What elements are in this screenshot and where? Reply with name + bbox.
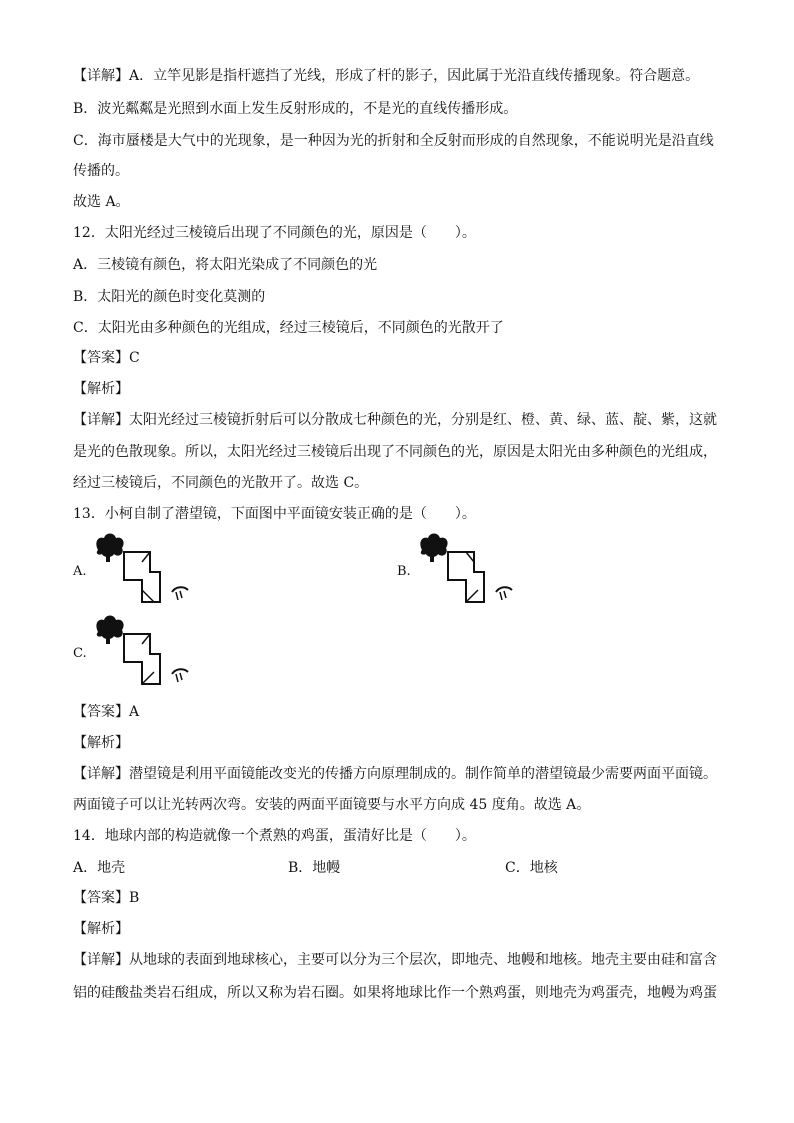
q13-option-c-label: C. [73,646,87,661]
q12-option-a: A．三棱镜有颜色，将太阳光染成了不同颜色的光 [73,257,378,273]
q11-detail-c2: 传播的。 [73,163,129,179]
q12-answer: 【答案】C [73,350,140,366]
q11-detail-b: B．波光粼粼是光照到水面上发生反射形成的，不是光的直线传播形成。 [73,101,518,117]
q13-periscope-figure-b [416,532,516,608]
q13-detail-2: 两面镜子可以让光转两次弯。安装的两面平面镜要与水平方向成 45 度角。故选 A。 [73,797,591,813]
q12-analysis-heading: 【解析】 [73,381,129,397]
q14-answer: 【答案】B [73,890,140,906]
q14-detail-1: 【详解】从地球的表面到地球核心，主要可以分为三个层次，即地壳、地幔和地核。地壳主要由硅和富含 [73,952,717,968]
q13-periscope-figure-a [92,532,192,608]
q12-stem: 12．太阳光经过三棱镜后出现了不同颜色的光，原因是（ ）。 [73,225,476,241]
q13-option-a-label: A. [73,564,87,579]
eye-icon [172,669,188,682]
q12-option-b: B．太阳光的颜色时变化莫测的 [73,289,266,305]
q12-option-c: C．太阳光由多种颜色的光组成，经过三棱镜后，不同颜色的光散开了 [73,320,504,336]
q11-detail-c1: C．海市蜃楼是大气中的光现象，是一种因为光的折射和全反射而形成的自然现象，不能说明光是沿直线 [73,133,714,149]
q14-option-b: B．地幔 [288,860,341,876]
q14-detail-2: 铝的硅酸盐类岩石组成，所以又称为岩石圈。如果将地球比作一个熟鸡蛋，则地壳为鸡蛋壳，地幔为鸡蛋 [73,985,717,1001]
tree-icon [96,534,123,563]
q13-detail-1: 【详解】潜望镜是利用平面镜能改变光的传播方向原理制成的。制作简单的潜望镜最少需要两面平面镜。 [73,766,717,782]
q12-detail-3: 经过三棱镜后，不同颜色的光散开了。故选 C。 [73,475,369,491]
q12-detail-1: 【详解】太阳光经过三棱镜折射后可以分散成七种颜色的光，分别是红、橙、黄、绿、蓝、靛、紫，这就 [73,412,717,428]
q13-option-b-label: B. [397,564,411,579]
q14-option-a: A．地壳 [73,860,126,876]
q11-detail-a: 【详解】A．立竿见影是指杆遮挡了光线，形成了杆的影子，因此属于光沿直线传播现象。符合题意。 [73,68,700,84]
q14-analysis-heading: 【解析】 [73,921,129,937]
tree-icon [96,616,123,645]
q13-answer: 【答案】A [73,704,140,720]
q13-stem: 13．小柯自制了潜望镜，下面图中平面镜安装正确的是（ ）。 [73,506,476,522]
q13-analysis-heading: 【解析】 [73,735,129,751]
q12-detail-2: 是光的色散现象。所以，太阳光经过三棱镜后出现了不同颜色的光，原因是太阳光由多种颜色的光组成， [73,444,717,460]
q11-conclusion: 故选 A。 [73,194,130,210]
eye-icon [496,587,512,600]
tree-icon [420,534,447,563]
q14-option-c: C．地核 [505,860,558,876]
q13-periscope-figure-c [92,614,192,690]
q14-stem: 14．地球内部的构造就像一个煮熟的鸡蛋，蛋清好比是（ ）。 [73,828,476,844]
eye-icon [172,587,188,600]
